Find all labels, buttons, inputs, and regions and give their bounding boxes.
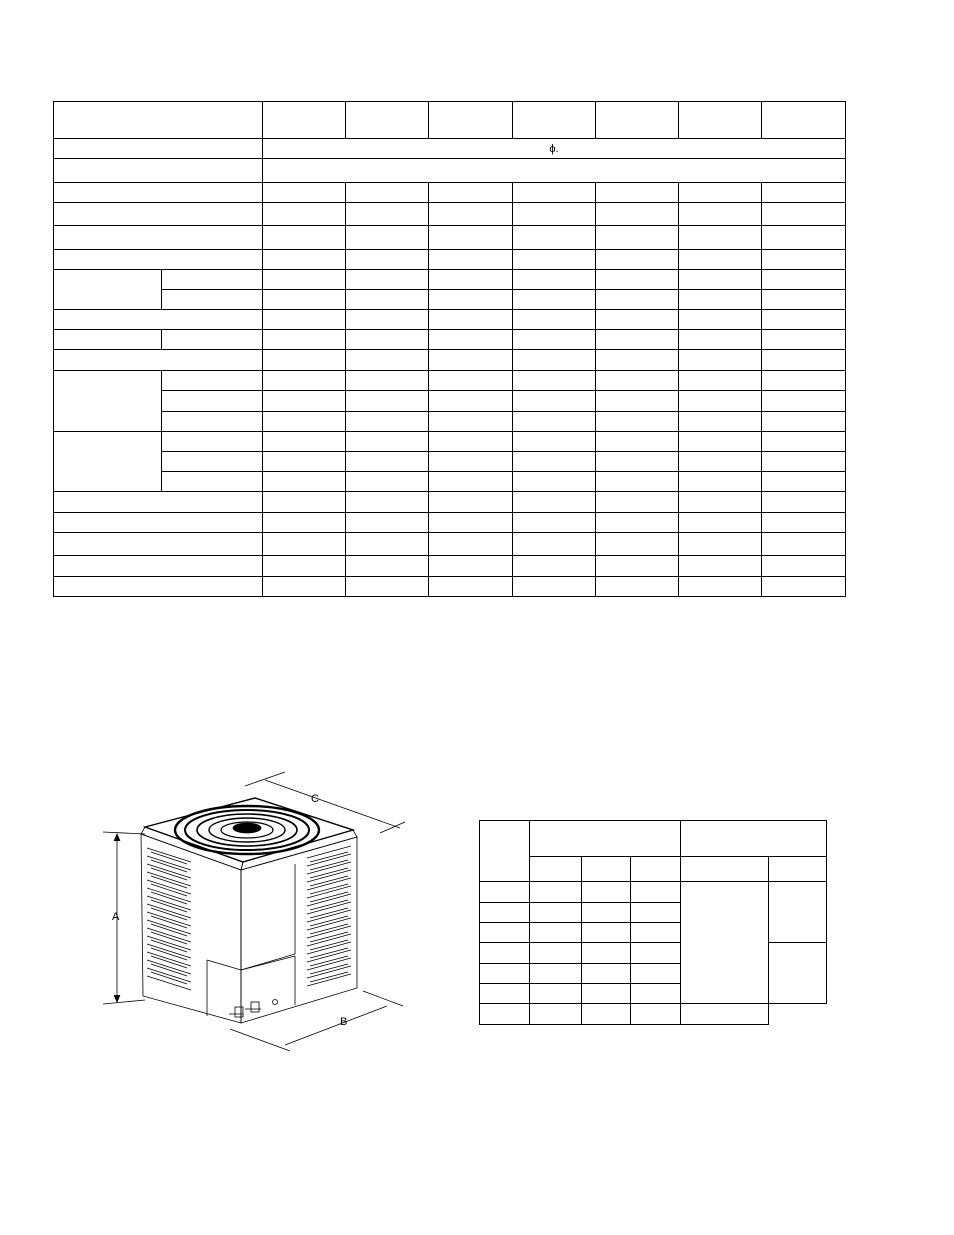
dim-header-cell [480, 821, 530, 882]
table-row [480, 943, 827, 964]
spec-header-cell [54, 102, 263, 139]
dimension-c-label: C [311, 793, 319, 805]
dim-subheader-cell [530, 857, 582, 882]
table-row [54, 491, 846, 512]
dimension-c-line [265, 780, 400, 828]
table-row [54, 290, 846, 310]
table-row [54, 183, 846, 203]
table-row [54, 250, 846, 270]
spec-header-cell [263, 102, 346, 139]
table-row [480, 1004, 827, 1025]
phase-symbol: ϕ. [263, 139, 846, 159]
table-row [54, 451, 846, 471]
dim-header-cell [681, 821, 827, 857]
table-row [54, 532, 846, 555]
spec-header-cell [762, 102, 846, 139]
table-row [54, 391, 846, 411]
dim-header-cell [530, 821, 681, 857]
dimension-b-line [285, 1006, 387, 1045]
condensing-unit-drawing [95, 770, 410, 1055]
table-row [54, 576, 846, 596]
spec-merged-cell [263, 159, 846, 183]
specifications-table [53, 101, 845, 597]
dim-subheader-cell [582, 857, 631, 882]
table-row [54, 371, 846, 391]
table-row [54, 270, 846, 290]
table-row [480, 882, 827, 903]
spec-header-cell [596, 102, 679, 139]
dim-subheader-cell [681, 857, 769, 882]
table-row [54, 431, 846, 451]
table-row [54, 555, 846, 576]
spec-header-cell [429, 102, 513, 139]
table-row [54, 411, 846, 431]
dimension-b-label: B [340, 1016, 348, 1028]
table-row [54, 203, 846, 226]
table-row [54, 471, 846, 491]
spec-label-cell [54, 139, 263, 159]
table-row [54, 350, 846, 371]
dim-subheader-cell [631, 857, 681, 882]
table-row [54, 512, 846, 532]
spec-header-cell [346, 102, 429, 139]
table-row [54, 330, 846, 350]
dim-subheader-cell [769, 857, 827, 882]
table-row [54, 226, 846, 250]
table-row [54, 310, 846, 330]
dimension-a-label: A [112, 911, 120, 923]
spec-header-cell [679, 102, 762, 139]
spec-header-cell [513, 102, 596, 139]
dimensions-table [479, 820, 826, 1025]
spec-label-cell [54, 159, 263, 183]
